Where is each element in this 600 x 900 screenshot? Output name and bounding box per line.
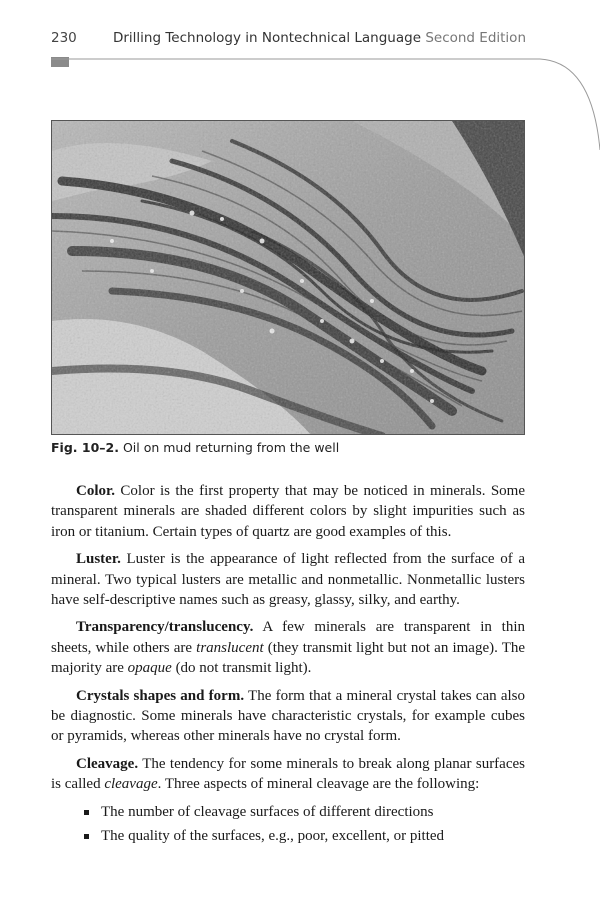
page-number: 230 [51,30,77,46]
bullet-marker [84,810,89,815]
body-text [51,481,525,851]
edition-label: Second Edition [425,30,526,46]
paragraph-heading: Crystals shapes and form. [76,687,245,704]
paragraph-text: Color is the first property that may be noticed in minerals. Some transparent minerals are shaded different colors by slight impurities such as iron or titanium. Certain types of quartz are good examples of this. [51,483,525,540]
paragraph-text: The tendency for some minerals to break along planar surfaces is called [51,755,525,793]
paragraph-crystal-form [51,686,525,747]
paragraph-text: A few minerals are transparent in thin sheets, while others are [51,619,525,656]
figure-photo [51,120,525,435]
cleavage-aspects-list [51,802,525,847]
paragraph-text: Luster is the appearance of light reflected from the surface of a mineral. Two typical lusters are metallic and nonmetallic. Nonmetallic lusters have self-descriptive names such as greasy, glassy, silky, and earthy. [51,551,525,609]
paragraph-color [51,481,525,542]
book-title: Drilling Technology in Nontechnical Language [112,30,422,46]
figure-caption [51,440,339,455]
bullet-marker [84,834,89,839]
paragraph-luster [51,549,525,610]
italic-term: translucent [196,639,264,656]
paragraph-text: (do not transmit light). [171,660,312,677]
paragraph-text: The form that a mineral crystal takes can also be diagnostic. Some minerals have characteristic crystals, for example cubes or pyramids, whereas other minerals have no crystal form. [51,687,526,745]
paragraph-cleavage [51,754,525,795]
italic-term: cleavage [104,776,158,793]
figure-label: Fig. 10–2. [51,440,119,455]
paragraph-text: . Three aspects of mineral cleavage are the following: [157,776,480,793]
paragraph-heading: Luster. [76,551,121,568]
list-item: The quality of the surfaces, e.g., poor, excellent, or pitted [84,826,525,846]
list-item: The number of cleavage surfaces of different directions [84,802,525,822]
paragraph-transparency [51,617,525,678]
paragraph-heading: Cleavage. [76,755,139,772]
paragraph-heading: Transparency/translucency. [76,619,254,636]
paragraph-heading: Color. [76,483,116,499]
figure-caption-text: Oil on mud returning from the well [122,440,340,455]
paragraph-text: (they transmit light but not an image). The majority are [51,639,526,677]
italic-term: opaque [127,660,172,677]
